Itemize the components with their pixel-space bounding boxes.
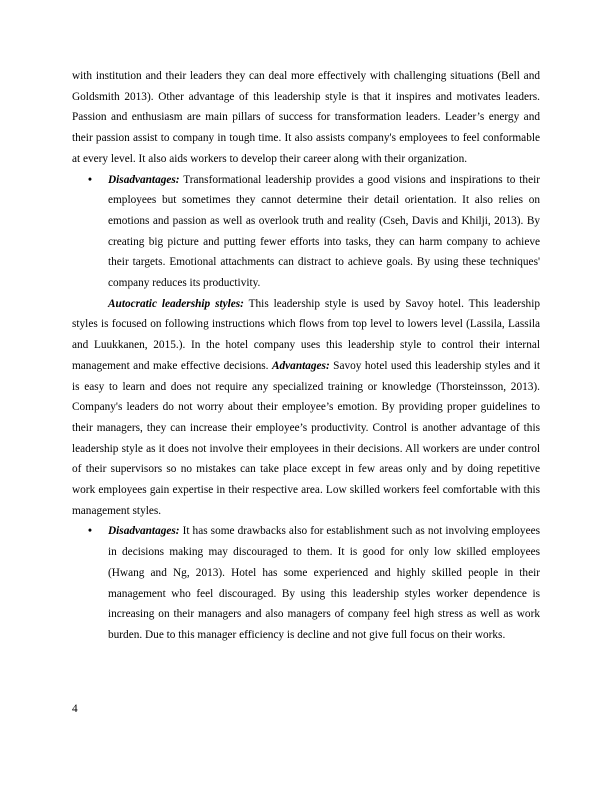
- bullet-text: It has some drawbacks also for establishment such as not involving employees in decisions making may discouraged to them. It is good for only low skilled employees (Hwang and Ng, 2013). Hotel has some experienced and highly skilled people in their management who feel discouraged. By using this leadership styles worker dependence is increasing on their managers and also managers of company feel high stress as well as work burden. Due to this manager efficiency is decline and not give full focus on their works.: [108, 525, 540, 641]
- advantages-label: Advantages:: [271, 359, 330, 372]
- bullet-text: Transformational leadership provides a good visions and inspirations to their employees but sometimes they cannot determine their detail orientation. It also relies on emotions and passion as well as overlook truth and reality (Cseh, Davis and Khilji, 2013). By creating big picture and putting fewer efforts into tasks, they can harm company to achieve their targets. Emotional attachments can distract to achieve goals. By using these techniques' company reduces its productivity.: [108, 173, 540, 290]
- section-heading-autocratic: Autocratic leadership styles:: [108, 297, 244, 310]
- bullet-disadvantages-autocratic: [72, 521, 540, 645]
- bullet-disadvantages-transformational: [72, 170, 540, 294]
- bullet-label: Disadvantages:: [108, 525, 180, 538]
- body-paragraph-autocratic: [72, 294, 540, 522]
- paragraph-text-part2: Savoy hotel used this leadership styles and it is easy to learn and does not require any specialized training or knowledge (Thorsteinsson, 2013). Company's leaders do not worry about their employee’s emotion. By providing proper guidelines to their managers, they can increase their employee’s productivity. Control is another advantage of this leadership style as it does not involve their employees in their decisions. All workers are under control of their supervisors so no mistakes can take place except in few areas only and by doing repetitive work employees gain expertise in their respective area. Low skilled workers feel comfortable with this management styles.: [72, 359, 541, 517]
- bullet-marker: •: [88, 525, 92, 538]
- page-number: 4: [72, 703, 78, 715]
- body-paragraph-1: with institution and their leaders they can deal more effectively with challenging situations (Bell and Goldsmith 2013). Other advantage of this leadership style is that it inspires and motivates leaders. Passion and enthusiasm are main pillars of success for transformation leaders. Leader’s energy and their passion assist to company in tough time. It also assists company's employees to feel conformable at every level. It also aids workers to develop their career along with their organization.: [72, 70, 540, 165]
- paragraph-text-part1: This leadership style is used by Savoy hotel. This leadership styles is focused on following instructions which flows from top level to lowers level (Lassila, Lassila and Luukkanen, 2015.). In the hotel company uses this leadership style to control their internal management and make effective decisions.: [72, 297, 540, 372]
- bullet-label: Disadvantages:: [108, 173, 180, 186]
- bullet-marker: •: [88, 173, 92, 186]
- document-page: [72, 66, 540, 646]
